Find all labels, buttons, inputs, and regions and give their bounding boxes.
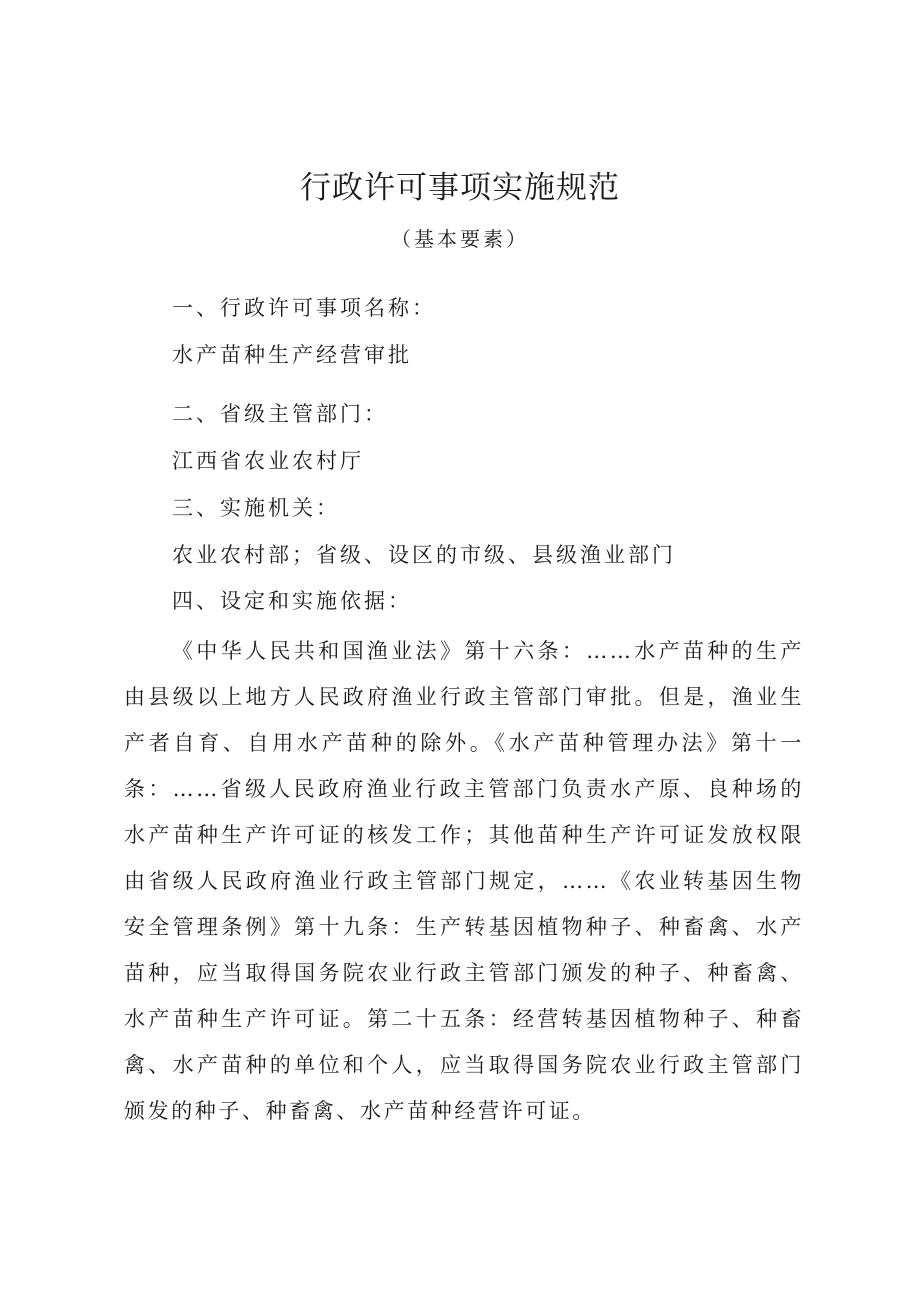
section-2-content: 江西省农业农村厅: [172, 449, 364, 473]
section-4-content: 《中华人民共和国渔业法》第十六条：……水产苗种的生产由县级以上地方人民政府渔业行政主管部门审批。但是，渔业生产者自育、自用水产苗种的除外。《水产苗种管理办法》第十一条：……省级人民政府渔业行政主管部门负责水产原、良种场的水产苗种生产许可证的核发工作；其他苗种生产许可证发放权限由省级人民政府渔业行政主管部门规定，……《农业转基因生物安全管理条例》第十九条：生产转基因植物种子、种畜禽、水产苗种，应当取得国务院农业行政主管部门颁发的种子、种畜禽、水产苗种生产许可证。第二十五条：经营转基因植物种子、种畜禽、水产苗种的单位和个人，应当取得国务院农业行政主管部门颁发的种子、种畜禽、水产苗种经营许可证。: [124, 639, 804, 1123]
section-2-heading: 二、省级主管部门：: [172, 402, 388, 426]
section-3-content: 农业农村部；省级、设区的市级、县级渔业部门: [172, 543, 676, 567]
section-4-heading: 四、设定和实施依据：: [172, 589, 412, 613]
section-3-heading: 三、实施机关：: [172, 496, 340, 520]
section-1-heading: 一、行政许可事项名称：: [172, 296, 436, 320]
document-subtitle: （基本要素）: [391, 227, 529, 251]
document-title: 行政许可事项实施规范: [300, 170, 620, 206]
section-1-content: 水产苗种生产经营审批: [172, 343, 412, 367]
